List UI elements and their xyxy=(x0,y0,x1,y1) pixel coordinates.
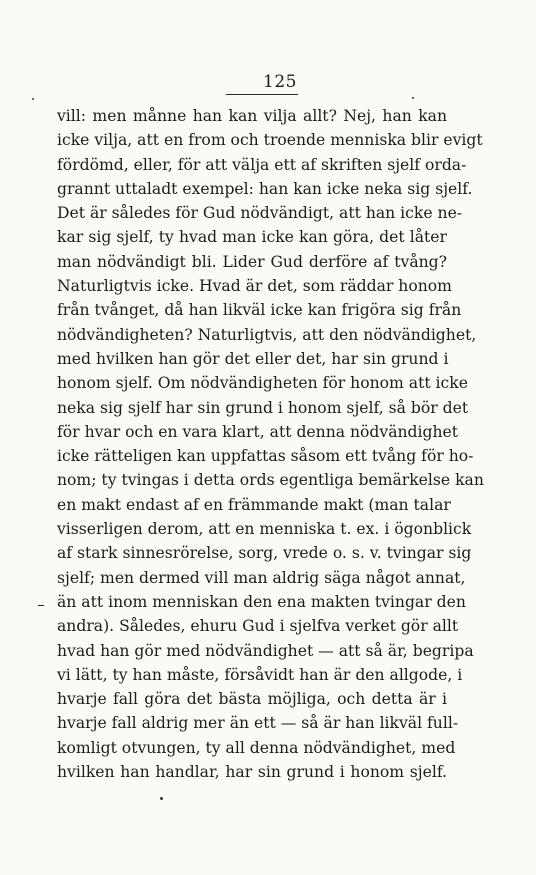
page-number-rule xyxy=(226,94,298,95)
text-line: hvilken han handlar, har sin grund i honom sjelf. xyxy=(57,763,447,782)
ink-speck xyxy=(32,98,34,100)
body-text xyxy=(57,104,484,784)
text-line: kar sig sjelf, ty hvad man icke kan göra, det låter xyxy=(57,228,447,247)
text-line: vill: men månne han kan vilja allt? Nej, han kan xyxy=(57,107,447,125)
text-line: grannt uttaladt exempel: han kan icke neka sig sjelf. xyxy=(57,179,473,198)
text-line: vi lätt, ty han måste, försåvidt han är den allgode, i xyxy=(57,665,463,684)
text-line: fördömd, eller, för att välja ett af skriften sjelf orda- xyxy=(57,155,467,174)
text-line: med hvilken han gör det eller det, har sin grund i xyxy=(57,349,449,368)
text-line: visserligen derom, att en menniska t. ex. i ögonblick xyxy=(57,520,472,539)
text-line: hvarje fall aldrig mer än ett — så är han likväl full- xyxy=(57,714,459,733)
text-line: man nödvändigt bli. Lider Gud derföre af tvång? xyxy=(57,252,447,271)
ink-speck xyxy=(412,97,414,99)
text-line: icke rätteligen kan uppfattas såsom ett tvång för ho- xyxy=(57,447,474,466)
text-line: icke vilja, att en from och troende menniska blir evigt xyxy=(57,131,483,150)
text-line: nödvändigheten? Naturligtvis, att den nödvändighet, xyxy=(57,325,477,344)
text-line: komligt otvungen, ty all denna nödvändighet, med xyxy=(57,738,456,757)
text-line: från tvånget, då han likväl icke kan frigöra sig från xyxy=(57,301,462,320)
text-line: hvarje fall göra det bästa möjliga, och detta är i xyxy=(57,690,447,709)
ink-speck xyxy=(160,797,163,800)
text-line: än att inom menniskan den ena makten tvingar den xyxy=(57,592,466,611)
text-line: en makt endast af en främmande makt (man talar xyxy=(57,495,451,514)
text-line: sjelf; men dermed vill man aldrig säga något annat, xyxy=(57,568,466,587)
text-line: för hvar och en vara klart, att denna nödvändighet xyxy=(57,422,459,441)
text-line: Naturligtvis icke. Hvad är det, som räddar honom xyxy=(57,277,452,296)
text-line: nom; ty tvingas i detta ords egentliga bemärkelse kan xyxy=(57,471,484,490)
text-line: neka sig sjelf har sin grund i honom sjelf, så bör det xyxy=(57,398,469,417)
text-line: andra). Således, ehuru Gud i sjelfva verket gör allt xyxy=(57,617,459,636)
page-number: 125 xyxy=(263,72,297,92)
margin-mark xyxy=(38,605,44,606)
text-line: Det är således för Gud nödvändigt, att han icke ne- xyxy=(57,204,463,223)
text-line: honom sjelf. Om nödvändigheten för honom att icke xyxy=(57,374,468,393)
text-line: hvad han gör med nödvändighet — att så är, begripa xyxy=(57,641,474,660)
text-line: af stark sinnesrörelse, sorg, vrede o. s. v. tvingar sig xyxy=(57,544,472,563)
